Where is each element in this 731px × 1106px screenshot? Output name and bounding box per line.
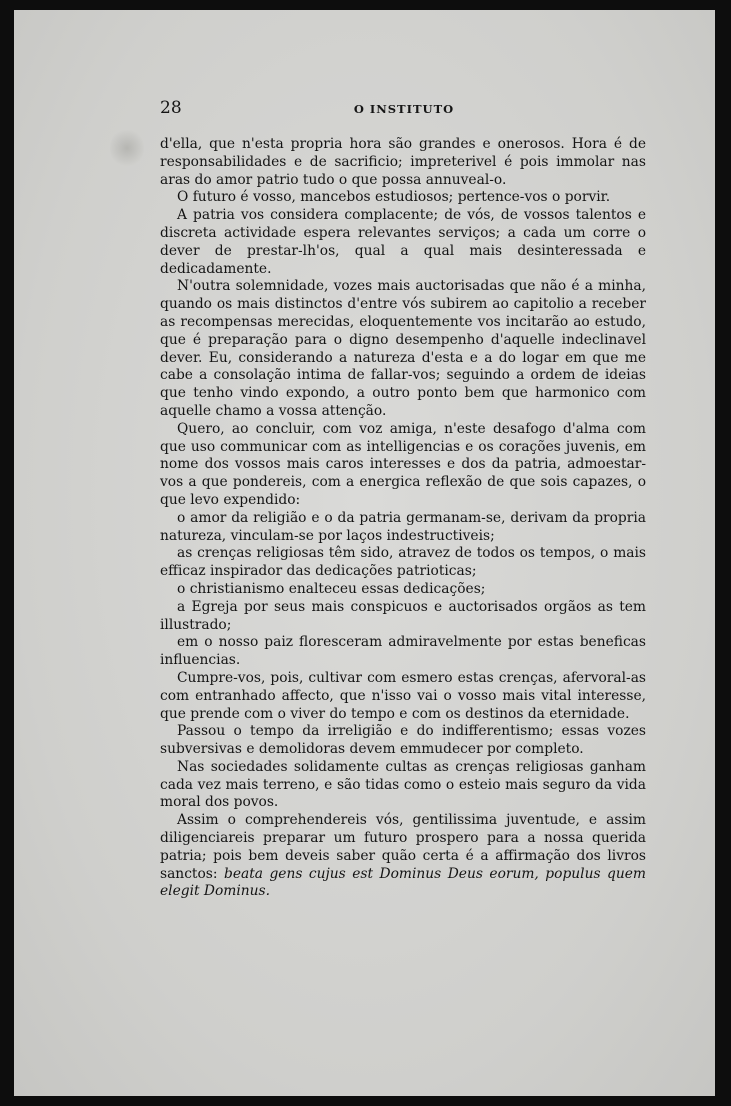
paragraph: O futuro é vosso, mancebos estudiosos; pertence-vos o porvir. xyxy=(177,189,611,206)
paragraph-final xyxy=(160,812,646,901)
list-item: o amor da religião e o da patria germanam-se, derivam da propria natureza, vinculam-se por laços indestructiveis; xyxy=(160,509,646,544)
latin-quote: beata gens cujus est Dominus Deus eorum, populus quem elegit Dominus. xyxy=(160,865,646,900)
paragraph: Nas sociedades solidamente cultas as crenças religiosas ganham cada vez mais terreno, e são tidas como o esteio mais seguro da vida moral dos povos. xyxy=(160,758,646,811)
paragraph: Quero, ao concluir, com voz amiga, n'este desafogo d'alma com que uso communicar com as intelligencias e os corações juvenis, em nome dos vossos mais caros interesses e dos da patria, admoestar-vos a que pondereis, com a energica reflexão de que sois capazes, o que levo expendido: xyxy=(160,420,646,508)
page-header xyxy=(160,98,648,120)
page-number: 28 xyxy=(160,98,182,118)
body-text xyxy=(160,136,646,901)
list-item: em o nosso paiz floresceram admiravelmente por estas beneficas influencias. xyxy=(160,634,646,669)
list-item: o christianismo enalteceu essas dedicações; xyxy=(177,580,486,597)
list-item: a Egreja por seus mais conspicuos e auctorisados orgãos as tem illustrado; xyxy=(160,598,646,633)
paragraph: Passou o tempo da irreligião e do indifferentismo; essas vozes subversivas e demolidoras devem emmudecer por completo. xyxy=(160,723,646,758)
paragraph-continuation: d'ella, que n'esta propria hora são grandes e onerosos. Hora é de responsabilidades e de sacrificio; impreterivel é pois immolar nas aras do amor patrio tudo o que possa annuveal-o. xyxy=(160,136,646,188)
paragraph: Cumpre-vos, pois, cultivar com esmero estas crenças, afervoral-as com entranhado affecto, que n'isso vai o vosso mais vital interesse, que prende com o viver do tempo e com os destinos da eternidade. xyxy=(160,669,646,722)
page-stain xyxy=(110,128,144,168)
running-title: O INSTITUTO xyxy=(353,102,455,116)
paragraph: N'outra solemnidade, vozes mais auctorisadas que não é a minha, quando os mais distinctos d'entre vós subirem ao capitolio a receber as recompensas merecidas, eloquentemente vos incitarão ao estudo, que é preparação para o digno desempenho d'aquelle indeclinavel dever. Eu, considerando a natureza d'esta e a do logar em que me cabe a consolação intima de fallar-vos; seguindo a ordem de ideias que tenho vindo expondo, a outro ponto bem que harmonico com aquelle chamo a vossa attenção. xyxy=(160,278,646,419)
paragraph: A patria vos considera complacente; de vós, de vossos talentos e discreta actividade espera relevantes serviços; a cada um corre o dever de prestar-lh'os, qual a qual mais desinteressada e dedicadamente. xyxy=(160,207,646,277)
list-item: as crenças religiosas têm sido, atravez de todos os tempos, o mais efficaz inspirador das dedicações patrioticas; xyxy=(160,545,646,580)
final-paragraph-text: Assim o comprehendereis vós, gentilissima juventude, e assim diligenciareis preparar um futuro prospero para a nossa querida patria; pois bem deveis saber quão certa é a affirmação dos livros sanctos: xyxy=(160,812,646,882)
page-sheet xyxy=(14,10,715,1096)
